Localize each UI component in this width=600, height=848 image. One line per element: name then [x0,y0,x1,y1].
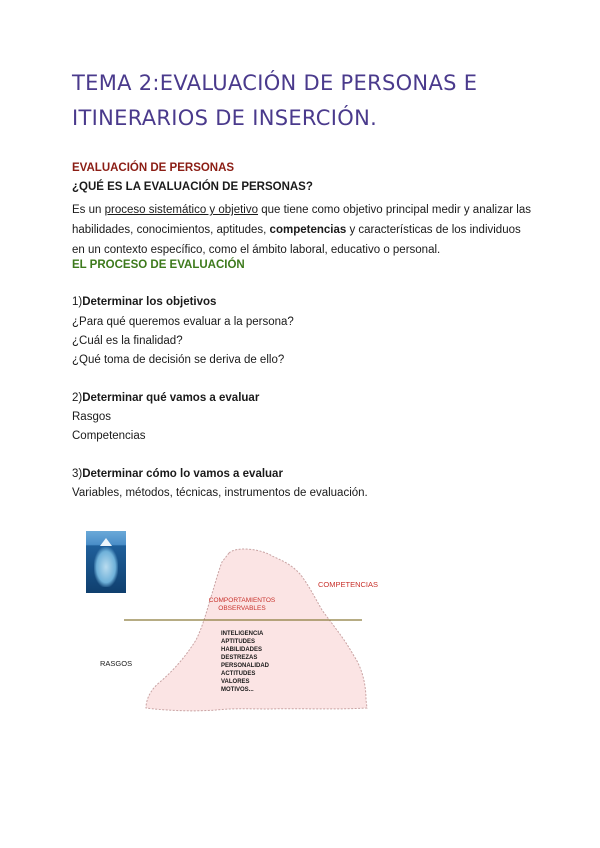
iceberg-shape [146,549,367,711]
step3-item: Variables, métodos, técnicas, instrumentos de evaluación. [72,487,368,499]
hidden-trait-item: DESTREZAS [221,655,258,661]
section-heading: EVALUACIÓN DE PERSONAS [72,162,235,174]
document-title: TEMA 2:EVALUACIÓN DE PERSONAS E ITINERARIOS DE INSERCIÓN. [72,71,478,130]
hidden-trait-item: VALORES [221,679,250,685]
step2-label: Determinar qué vamos a evaluar [82,392,260,404]
step1-item: ¿Para qué queremos evaluar a la persona? [72,316,294,328]
step2-item: Rasgos [72,411,111,423]
hidden-trait-item: ACTITUDES [221,671,256,677]
hidden-trait-item: MOTIVOS... [221,687,254,693]
step1-item: ¿Qué toma de decisión se deriva de ello? [72,354,285,366]
hidden-trait-item: HABILIDADES [221,647,263,653]
observables-label: COMPORTAMIENTOS [208,597,276,604]
hidden-trait-item: APTITUDES [221,639,256,645]
observables-label: OBSERVABLES [218,605,266,612]
definition-text-1: Es un [72,204,105,216]
step2-number: 2) [72,392,83,404]
hidden-trait-item: INTELIGENCIA [221,631,264,637]
definition-text-3: y características de los individuos en un contexto específico, como el ámbito laboral, educativo o personal. [72,224,521,256]
question-heading: ¿QUÉ ES LA EVALUACIÓN DE PERSONAS? [72,181,313,193]
definition-underlined: proceso sistemático y objetivo [104,204,259,216]
hidden-trait-item: PERSONALIDAD [221,663,270,669]
competencias-label: COMPETENCIAS [318,580,379,589]
rasgos-label: RASGOS [100,659,133,668]
step1-item: ¿Cuál es la finalidad? [72,335,183,347]
step1-label: Determinar los objetivos [82,296,217,308]
step3-number: 3) [72,468,83,480]
definition-bold: competencias [269,224,347,236]
definition-text-2: que tiene como objetivo principal medir y analizar las habilidades, conocimientos, aptitudes, [72,204,531,236]
process-heading: EL PROCESO DE EVALUACIÓN [72,259,245,271]
step2-item: Competencias [72,430,146,442]
step1-number: 1) [72,296,83,308]
step3-label: Determinar cómo lo vamos a evaluar [82,468,283,480]
